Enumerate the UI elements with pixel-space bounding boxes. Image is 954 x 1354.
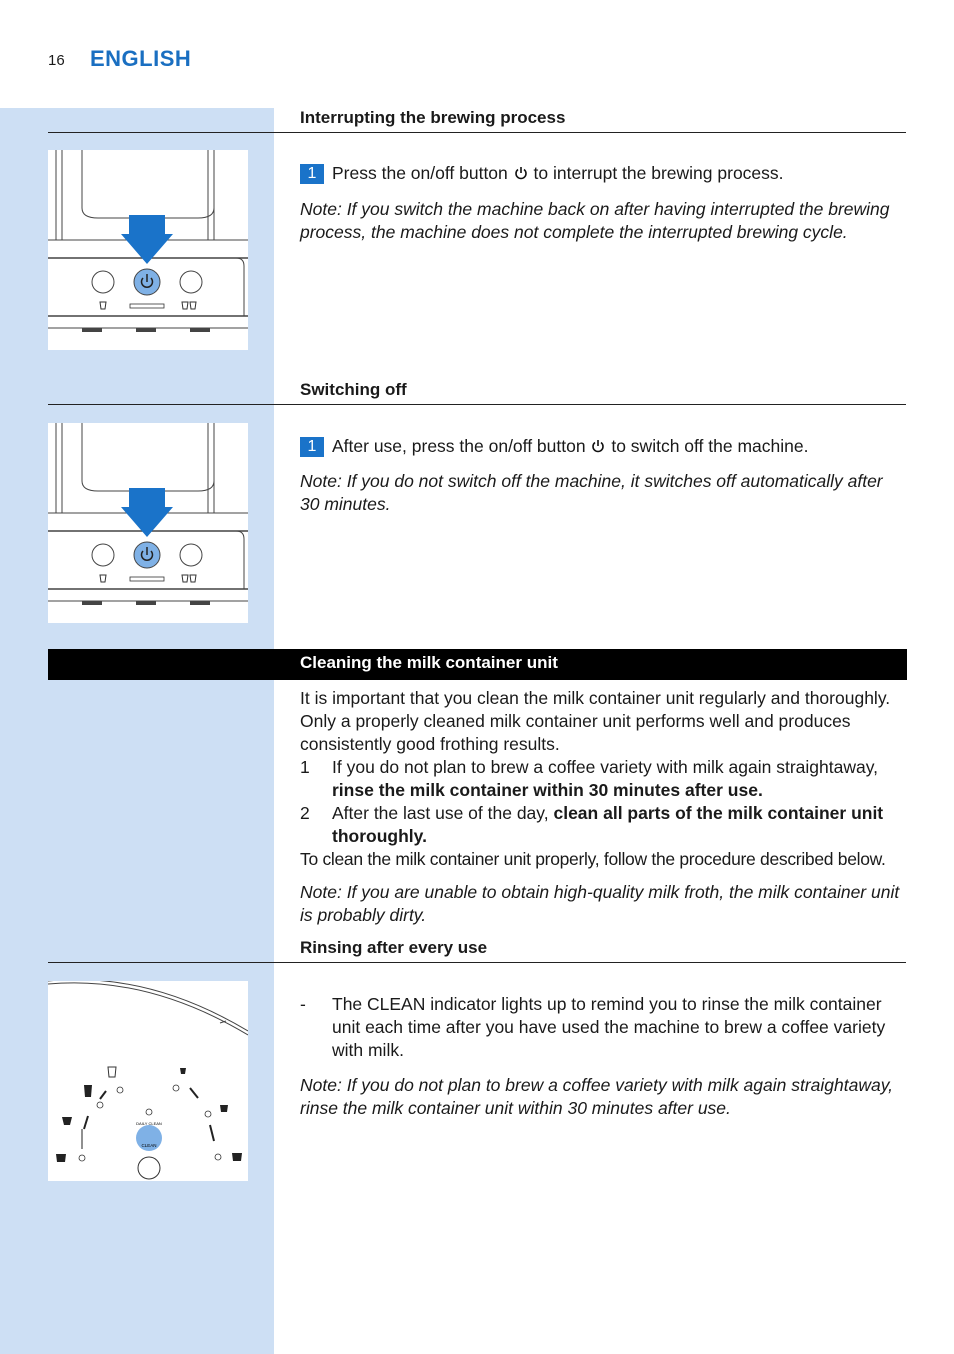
machine-illustration-interrupt [48,150,248,350]
section-rule [48,962,906,963]
note-cleaning: Note: If you are unable to obtain high-quality milk froth, the milk container unit is probably dirty. [300,882,900,925]
step-switch-off [300,435,906,458]
list-item [300,993,906,1062]
cleaning-intro: It is important that you clean the milk container unit regularly and thoroughly. Only a properly cleaned milk container unit performs well and produces consistently good frothing results. [300,688,891,754]
note-switch-off: Note: If you do not switch off the machine, it switches off automatically after 30 minutes. [300,471,883,514]
list-item [300,802,906,848]
section-title-interrupt: Interrupting the brewing process [300,108,566,127]
note-rinsing: Note: If you do not plan to brew a coffee variety with milk again straightaway, rinse the milk container unit within 30 minutes after use. [300,1075,894,1118]
control-panel-illustration [48,981,248,1181]
section-title-switch-off: Switching off [300,380,407,399]
cleaning-outro: To clean the milk container unit properly, follow the procedure described below. [300,849,886,869]
section-band-cleaning [48,649,907,680]
callout-pointer [222,431,248,457]
clean-label: CLEAN [141,1143,157,1148]
step-text-after: to interrupt the brewing process. [533,163,784,183]
list-number: 2 [300,803,310,823]
list-bold: rinse the milk container within 30 minutes after use. [332,780,763,800]
cleaning-body [300,687,906,871]
step-text-after: to switch off the machine. [611,436,809,456]
step-interrupt [300,162,906,185]
callout-pointer [222,989,248,1015]
callout-pointer [222,158,248,184]
page-number: 16 [48,52,65,69]
power-icon [514,163,528,177]
section-rule [48,404,906,405]
list-bold: clean all parts of the milk container unit thoroughly. [332,803,884,846]
list-item [300,756,906,802]
section-title-rinsing: Rinsing after every use [300,938,488,957]
list-text: After the last use of the day, [332,803,549,823]
language-label: ENGLISH [90,46,192,71]
section-rule [48,132,906,133]
bullet-text: The CLEAN indicator lights up to remind you to rinse the milk container unit each time after you have used the machine to brew a coffee variety with milk. [332,994,886,1060]
rinsing-body [300,993,906,1062]
note-interrupt: Note: If you switch the machine back on after having interrupted the brewing process, the machine does not complete the interrupted brewing cycle. [300,199,890,242]
step-text-before: After use, press the on/off button [332,436,586,456]
band-title: Cleaning the milk container unit [300,653,558,672]
step-number: 1 [300,164,324,184]
list-text: If you do not plan to brew a coffee variety with milk again straightaway, [332,757,879,777]
list-number: 1 [300,757,310,777]
step-number: 1 [300,437,324,457]
power-icon [591,436,605,450]
machine-illustration-switch-off [48,423,248,623]
step-text-before: Press the on/off button [332,163,508,183]
bullet-dash: - [300,994,306,1014]
daily-clean-label: DAILY CLEAN [136,1121,162,1126]
